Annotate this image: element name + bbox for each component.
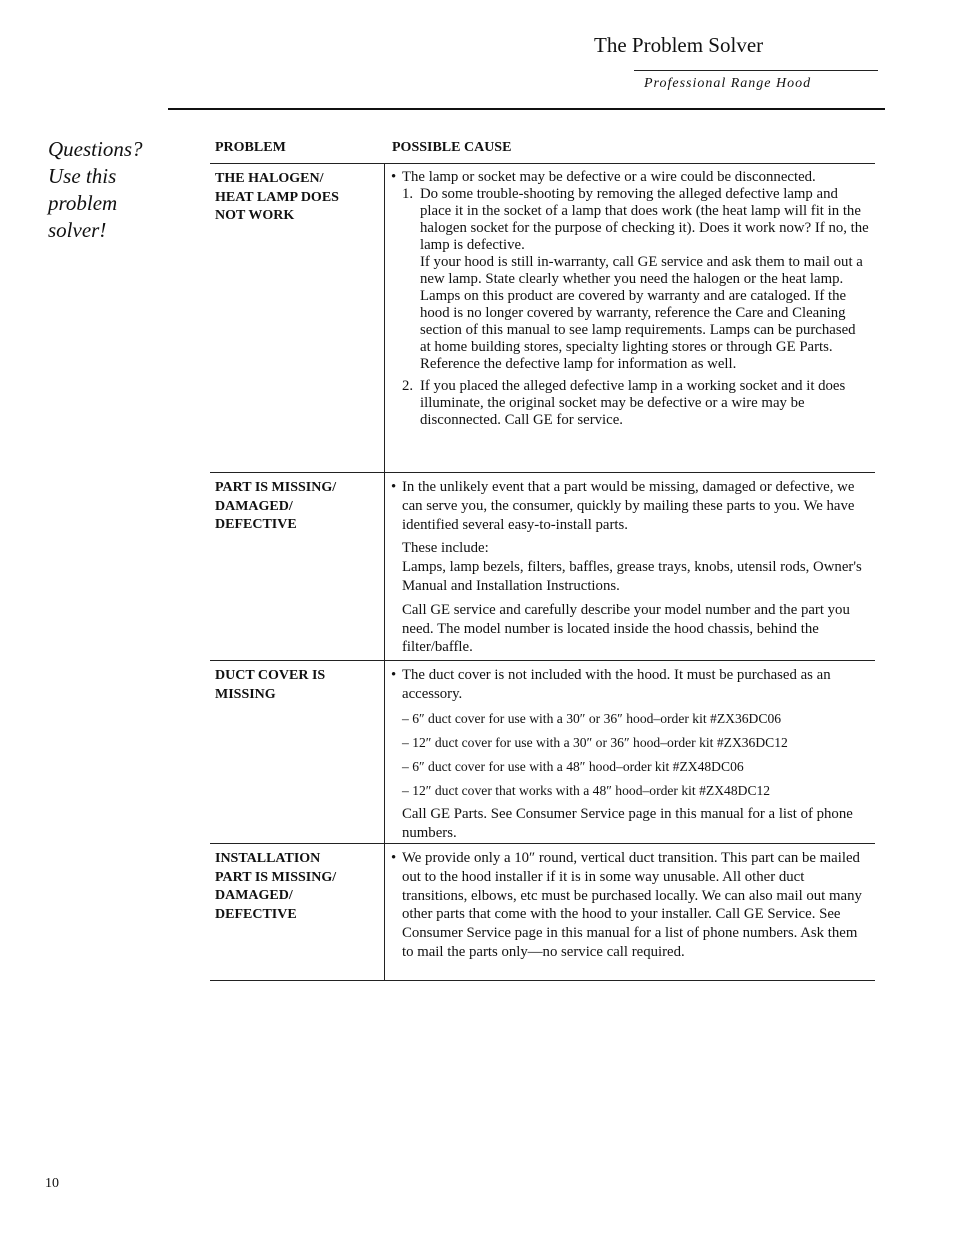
problem-label: THE HALOGEN/ [215,171,324,186]
page-title: The Problem Solver [594,33,764,57]
step-number: 2. [402,378,414,394]
sidebar-callout [48,136,178,244]
cause-cell [385,473,875,660]
problem-cell [210,473,385,660]
page-number: 10 [45,1176,59,1191]
problem-label: DEFECTIVE [215,517,297,532]
problem-cell [210,844,385,980]
bullet-icon: • [391,850,397,866]
header-divider [634,70,878,71]
cause-text: The lamp or socket may be defective or a wire could be disconnected. [402,169,816,185]
cause-bullet [391,478,869,534]
problem-label: DEFECTIVE [215,906,297,922]
kit-item: – 12″ duct cover that works with a 48″ hood–order kit #ZX48DC12 [402,783,771,798]
cause-bullet [391,169,869,186]
kit-item: – 6″ duct cover for use with a 48″ hood–order kit #ZX48DC06 [402,759,744,774]
sidebar-line: Questions? [48,137,143,161]
cause-bullet [391,849,869,962]
cause-bullet [391,666,869,704]
parts-list [391,539,869,595]
column-header-cause: POSSIBLE CAUSE [392,140,512,155]
header-rule [168,108,885,110]
cause-cell [385,661,875,843]
cause-text: We provide only a 10″ round, vertical duct transition. This part can be mailed out to the hood installer if it is in some way unusable. All other duct transitions, elbows, etc must be purchased locally. We can also mail out many other parts that come with the hood to your installer. Call GE Service. See Consumer Service page in this manual for a list of phone numbers. Ask them to mail the parts only—no service call required. [402,850,862,960]
service-text: Call GE service and carefully describe your model number and the part you need. The model number is located inside the hood chassis, behind the filter/baffle. [402,601,850,656]
table-row [210,844,875,981]
table-row [210,661,875,844]
numbered-step [391,378,869,429]
parts-intro: These include: [402,540,489,557]
problem-table [210,163,875,981]
kit-item: – 12″ duct cover for use with a 30″ or 36″ hood–order kit #ZX36DC12 [402,735,788,750]
cause-cell [385,844,875,980]
sidebar-line: solver! [48,218,107,242]
kit-item: – 6″ duct cover for use with a 30″ or 36″ hood–order kit #ZX36DC06 [402,711,782,726]
problem-label: PART IS MISSING/ [215,480,337,495]
problem-label: PART IS MISSING/ [215,869,337,885]
problem-label: NOT WORK [215,208,295,223]
cause-cell [385,164,875,472]
step-text: If your hood is still in-warranty, call GE service and ask them to mail out a new lamp. State clearly whether you need the halogen or the heat lamp. Lamps on this product are covered by warranty and are cataloged. If the hood is no longer covered by warranty, reference the Care and Cleaning section of this manual to see lamp requirements. Lamps can be purchased at home building stores, specialty lighting stores or through GE Parts. Reference the defective lamp for information as well. [420,254,863,372]
page-subtitle: Professional Range Hood [644,76,812,91]
step-text: If you placed the alleged defective lamp in a working socket and it does illuminate, the original socket may be defective or a wire may be disconnected. Call GE for service. [420,378,846,428]
bullet-icon: • [391,479,397,495]
sidebar-line: problem [48,191,118,215]
table-row [210,473,875,661]
problem-label: DAMAGED/ [215,888,293,903]
problem-label: MISSING [215,686,276,702]
cause-text: In the unlikely event that a part would be missing, damaged or defective, we can serve you, the consumer, quickly by mailing these parts to you. We have identified several easy-to-install parts. [402,479,855,533]
problem-cell [210,164,385,472]
problem-label: INSTALLATION [215,851,321,866]
problem-label: DAMAGED/ [215,498,293,514]
cause-text: The duct cover is not included with the hood. It must be purchased as an accessory. [402,667,831,702]
problem-label: DUCT COVER IS [215,668,326,683]
bullet-icon: • [391,169,397,185]
table-row [210,164,875,473]
numbered-step [391,186,869,373]
service-text: Call GE Parts. See Consumer Service page in this manual for a list of phone numbers. [402,806,853,841]
problem-cell [210,661,385,843]
bullet-icon: • [391,667,397,683]
sidebar-line: Use this [48,164,117,188]
column-header-problem: PROBLEM [215,140,286,155]
step-text: Do some trouble-shooting by removing the alleged defective lamp and place it in the socket of a lamp that does work (the heat lamp will fit in the halogen socket for the purpose of checking it). Does it work now? If no, the lamp is defective. [420,186,869,253]
step-number: 1. [402,186,414,202]
problem-label: HEAT LAMP DOES [215,189,339,205]
parts-text: Lamps, lamp bezels, filters, baffles, grease trays, knobs, utensil rods, Owner's Manual and Installation Instructions. [402,559,862,594]
